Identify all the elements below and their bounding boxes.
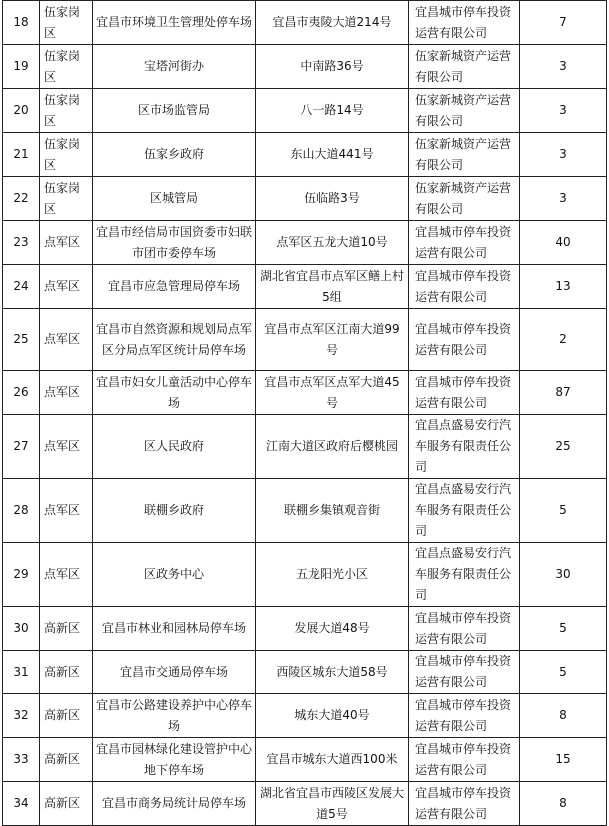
parking-name-cell: 宜昌市园林绿化建设管护中心地下停车场 — [93, 738, 256, 782]
parking-name-cell: 宜昌市妇女儿童活动中心停车场 — [93, 371, 256, 415]
parking-name-cell: 宜昌市交通局停车场 — [93, 651, 256, 694]
address-cell: 湖北省宜昌市西陵区发展大道5号 — [256, 782, 409, 826]
row-number: 27 — [3, 415, 40, 479]
space-count-cell: 5 — [520, 479, 607, 543]
address-cell: 宜昌市城东大道西100米 — [256, 738, 409, 782]
row-number: 18 — [3, 1, 40, 45]
operator-cell: 宜昌点盛易安行汽车服务有限责任公司 — [409, 479, 520, 543]
parking-name-cell: 宜昌市经信局市国资委市妇联市团市委停车场 — [93, 221, 256, 265]
parking-name-cell: 伍家乡政府 — [93, 133, 256, 177]
row-number: 23 — [3, 221, 40, 265]
table-row — [3, 177, 607, 221]
table-row — [3, 415, 607, 479]
table-row — [3, 607, 607, 651]
space-count-cell: 3 — [520, 177, 607, 221]
operator-cell: 伍家新城资产运营有限公司 — [409, 45, 520, 89]
district-cell: 伍家岗区 — [40, 133, 93, 177]
parking-lot-table — [2, 0, 607, 826]
address-cell: 八一路14号 — [256, 89, 409, 133]
parking-name-cell: 区政务中心 — [93, 543, 256, 607]
table-row — [3, 89, 607, 133]
operator-cell: 宜昌城市停车投资运营有限公司 — [409, 265, 520, 309]
row-number: 22 — [3, 177, 40, 221]
space-count-cell: 13 — [520, 265, 607, 309]
table-row — [3, 651, 607, 694]
district-cell: 点军区 — [40, 309, 93, 371]
operator-cell: 伍家新城资产运营有限公司 — [409, 133, 520, 177]
address-cell: 联棚乡集镇观音街 — [256, 479, 409, 543]
operator-cell: 宜昌城市停车投资运营有限公司 — [409, 1, 520, 45]
district-cell: 伍家岗区 — [40, 1, 93, 45]
table-row — [3, 221, 607, 265]
address-cell: 宜昌市点军区点军大道45号 — [256, 371, 409, 415]
table-row — [3, 133, 607, 177]
address-cell: 点军区五龙大道10号 — [256, 221, 409, 265]
district-cell: 高新区 — [40, 651, 93, 694]
parking-name-cell: 宜昌市应急管理局停车场 — [93, 265, 256, 309]
space-count-cell: 8 — [520, 694, 607, 738]
address-cell: 宜昌市夷陵大道214号 — [256, 1, 409, 45]
space-count-cell: 3 — [520, 45, 607, 89]
row-number: 24 — [3, 265, 40, 309]
parking-name-cell: 宜昌市环境卫生管理处停车场 — [93, 1, 256, 45]
address-cell: 城东大道40号 — [256, 694, 409, 738]
table-row — [3, 45, 607, 89]
district-cell: 点军区 — [40, 371, 93, 415]
address-cell: 江南大道区政府后樱桃园 — [256, 415, 409, 479]
row-number: 30 — [3, 607, 40, 651]
space-count-cell: 8 — [520, 782, 607, 826]
address-cell: 中南路36号 — [256, 45, 409, 89]
row-number: 26 — [3, 371, 40, 415]
table-row — [3, 371, 607, 415]
table-row — [3, 694, 607, 738]
parking-name-cell: 区人民政府 — [93, 415, 256, 479]
space-count-cell: 3 — [520, 89, 607, 133]
operator-cell: 宜昌城市停车投资运营有限公司 — [409, 782, 520, 826]
row-number: 34 — [3, 782, 40, 826]
district-cell: 高新区 — [40, 694, 93, 738]
parking-name-cell: 宜昌市商务局统计局停车场 — [93, 782, 256, 826]
operator-cell: 宜昌城市停车投资运营有限公司 — [409, 221, 520, 265]
space-count-cell: 3 — [520, 133, 607, 177]
parking-name-cell: 宜昌市公路建设养护中心停车场 — [93, 694, 256, 738]
table-row — [3, 738, 607, 782]
district-cell: 高新区 — [40, 738, 93, 782]
address-cell: 伍临路3号 — [256, 177, 409, 221]
address-cell: 宜昌市点军区江南大道99号 — [256, 309, 409, 371]
operator-cell: 宜昌点盛易安行汽车服务有限责任公司 — [409, 415, 520, 479]
address-cell: 东山大道441号 — [256, 133, 409, 177]
table-row — [3, 543, 607, 607]
space-count-cell: 15 — [520, 738, 607, 782]
address-cell: 西陵区城东大道58号 — [256, 651, 409, 694]
table-row — [3, 1, 607, 45]
operator-cell: 宜昌城市停车投资运营有限公司 — [409, 651, 520, 694]
parking-name-cell: 宜昌市林业和园林局停车场 — [93, 607, 256, 651]
row-number: 31 — [3, 651, 40, 694]
table-row — [3, 309, 607, 371]
table-row — [3, 265, 607, 309]
table-body — [3, 1, 607, 826]
district-cell: 伍家岗区 — [40, 45, 93, 89]
district-cell: 点军区 — [40, 265, 93, 309]
district-cell: 伍家岗区 — [40, 89, 93, 133]
space-count-cell: 87 — [520, 371, 607, 415]
address-cell: 五龙阳光小区 — [256, 543, 409, 607]
table-row — [3, 782, 607, 826]
operator-cell: 宜昌城市停车投资运营有限公司 — [409, 694, 520, 738]
district-cell: 伍家岗区 — [40, 177, 93, 221]
district-cell: 点军区 — [40, 479, 93, 543]
parking-name-cell: 区城管局 — [93, 177, 256, 221]
row-number: 29 — [3, 543, 40, 607]
operator-cell: 伍家新城资产运营有限公司 — [409, 177, 520, 221]
parking-name-cell: 宝塔河街办 — [93, 45, 256, 89]
parking-name-cell: 联棚乡政府 — [93, 479, 256, 543]
operator-cell: 宜昌城市停车投资运营有限公司 — [409, 607, 520, 651]
row-number: 33 — [3, 738, 40, 782]
row-number: 32 — [3, 694, 40, 738]
district-cell: 高新区 — [40, 607, 93, 651]
operator-cell: 宜昌城市停车投资运营有限公司 — [409, 371, 520, 415]
district-cell: 高新区 — [40, 782, 93, 826]
space-count-cell: 30 — [520, 543, 607, 607]
table-row — [3, 479, 607, 543]
district-cell: 点军区 — [40, 415, 93, 479]
row-number: 28 — [3, 479, 40, 543]
space-count-cell: 25 — [520, 415, 607, 479]
space-count-cell: 2 — [520, 309, 607, 371]
row-number: 25 — [3, 309, 40, 371]
row-number: 19 — [3, 45, 40, 89]
space-count-cell: 5 — [520, 651, 607, 694]
space-count-cell: 5 — [520, 607, 607, 651]
row-number: 20 — [3, 89, 40, 133]
address-cell: 湖北省宜昌市点军区鳝上村5组 — [256, 265, 409, 309]
district-cell: 点军区 — [40, 221, 93, 265]
address-cell: 发展大道48号 — [256, 607, 409, 651]
district-cell: 点军区 — [40, 543, 93, 607]
parking-name-cell: 宜昌市自然资源和规划局点军区分局点军区统计局停车场 — [93, 309, 256, 371]
operator-cell: 宜昌城市停车投资运营有限公司 — [409, 309, 520, 371]
row-number: 21 — [3, 133, 40, 177]
parking-name-cell: 区市场监管局 — [93, 89, 256, 133]
operator-cell: 宜昌城市停车投资运营有限公司 — [409, 738, 520, 782]
operator-cell: 宜昌点盛易安行汽车服务有限责任公司 — [409, 543, 520, 607]
operator-cell: 伍家新城资产运营有限公司 — [409, 89, 520, 133]
space-count-cell: 40 — [520, 221, 607, 265]
space-count-cell: 7 — [520, 1, 607, 45]
